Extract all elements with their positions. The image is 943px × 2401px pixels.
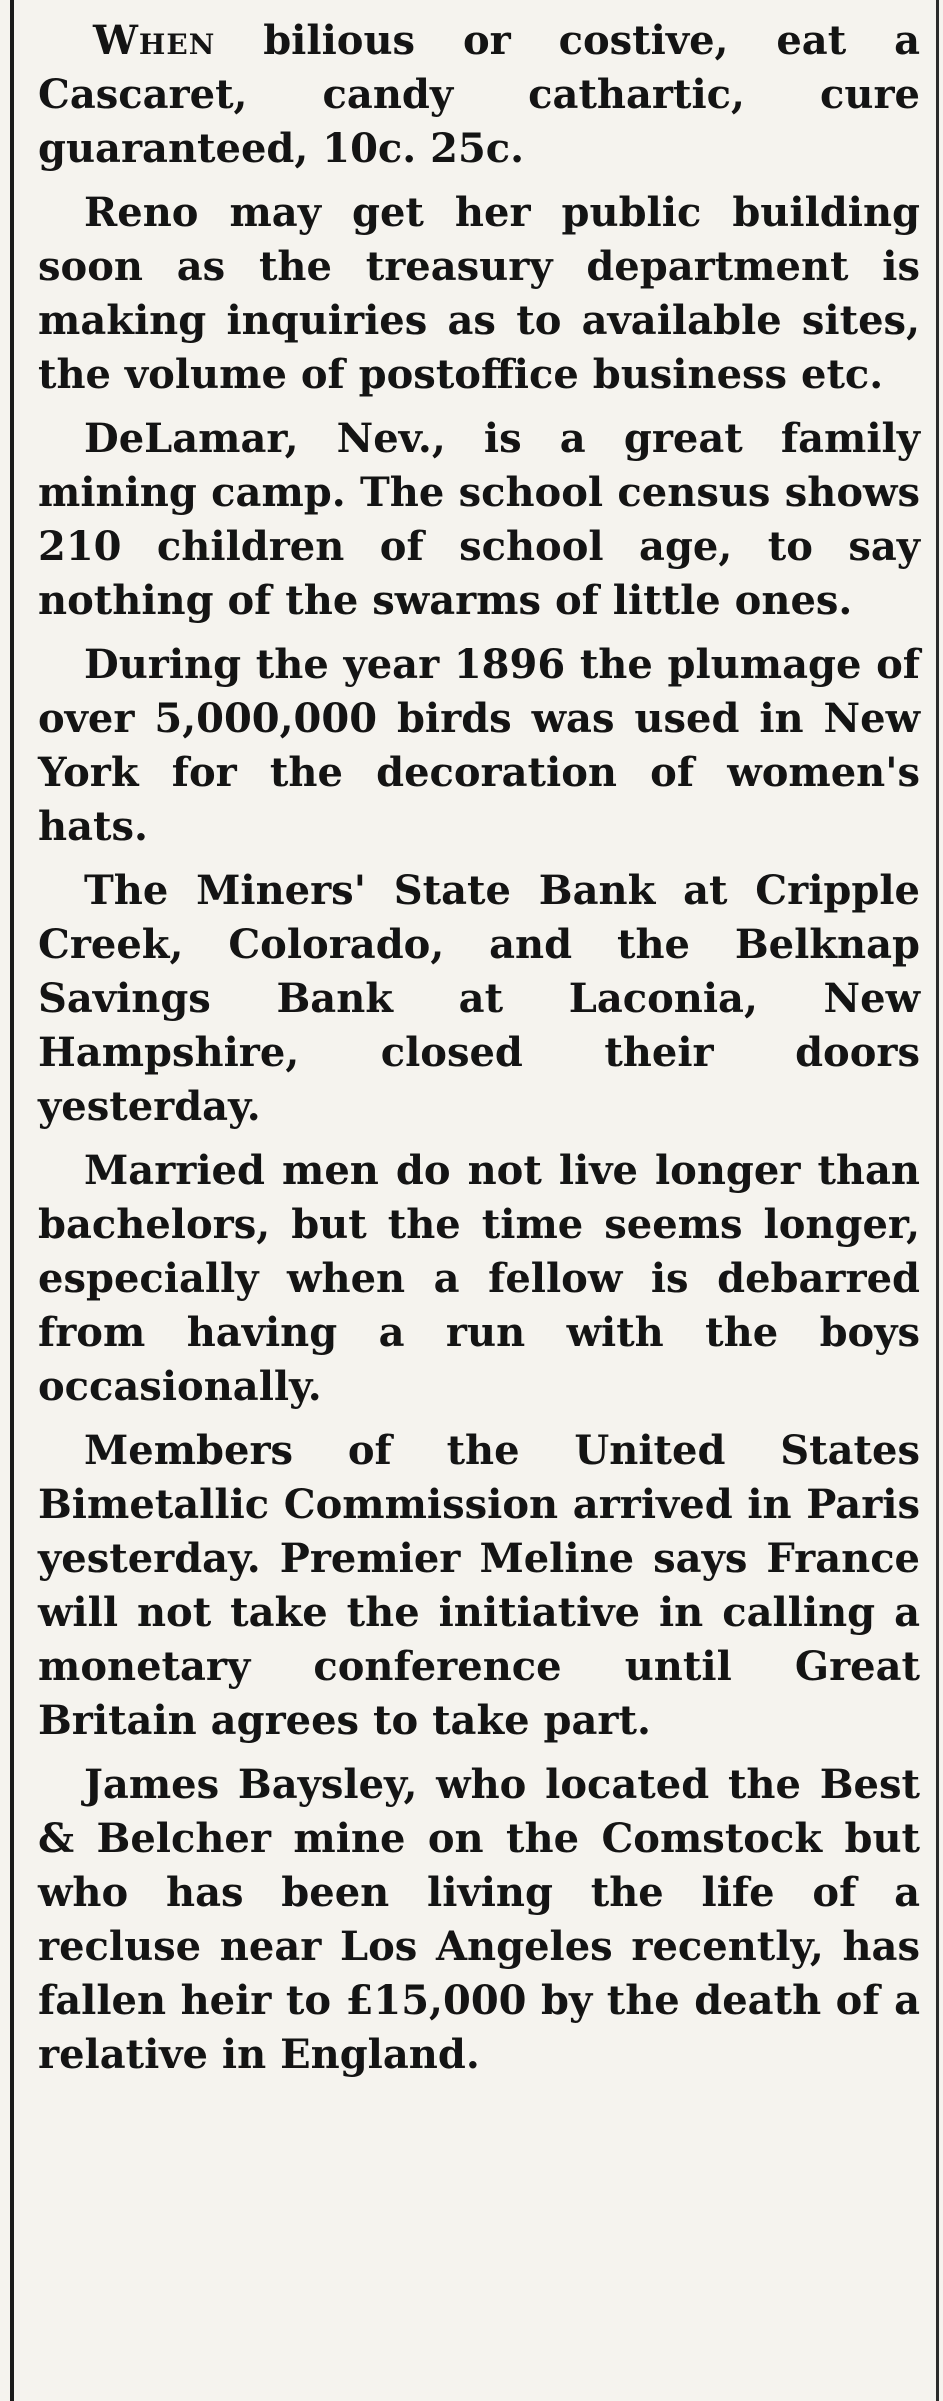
news-item-plumage: During the year 1896 the plumage of over 5,000,000 birds was used in New York for the decoration of women's hats. xyxy=(38,641,920,850)
news-items-column xyxy=(38,14,920,2092)
left-column-rule xyxy=(10,0,14,2401)
news-item-banks-closed: The Miners' State Bank at Cripple Creek, Colorado, and the Belknap Savings Bank at Laconia, New Hampshire, closed their doors yesterday. xyxy=(38,867,920,1130)
news-item-bimetallic-commission: Members of the United States Bimetallic Commission arrived in Paris yesterday. Premier Meline says France will not take the initiative in calling a monetary conference until Great Britain agrees to take part. xyxy=(38,1427,920,1744)
right-column-rule xyxy=(936,0,939,2401)
news-item-cascaret xyxy=(38,14,920,176)
news-item-reno-building: Reno may get her public building soon as the treasury department is making inquiries as to available sites, the volume of postoffice business etc. xyxy=(38,189,920,398)
news-item-james-baysley: James Baysley, who located the Best & Belcher mine on the Comstock but who has been living the life of a recluse near Los Angeles recently, has fallen heir to £15,000 by the death of a relative in England. xyxy=(38,1761,920,2078)
news-item-delamar-camp: DeLamar, Nev., is a great family mining camp. The school census shows 210 children of school age, to say nothing of the swarms of little ones. xyxy=(38,415,920,624)
news-item-text: bilious or costive, eat a Cascaret, candy cathartic, cure guaranteed, 10c. 25c. xyxy=(38,17,920,172)
news-item-lead-word: When xyxy=(93,17,216,64)
news-item-married-men: Married men do not live longer than bachelors, but the time seems longer, especially when a fellow is debarred from having a run with the boys occasionally. xyxy=(38,1147,920,1410)
